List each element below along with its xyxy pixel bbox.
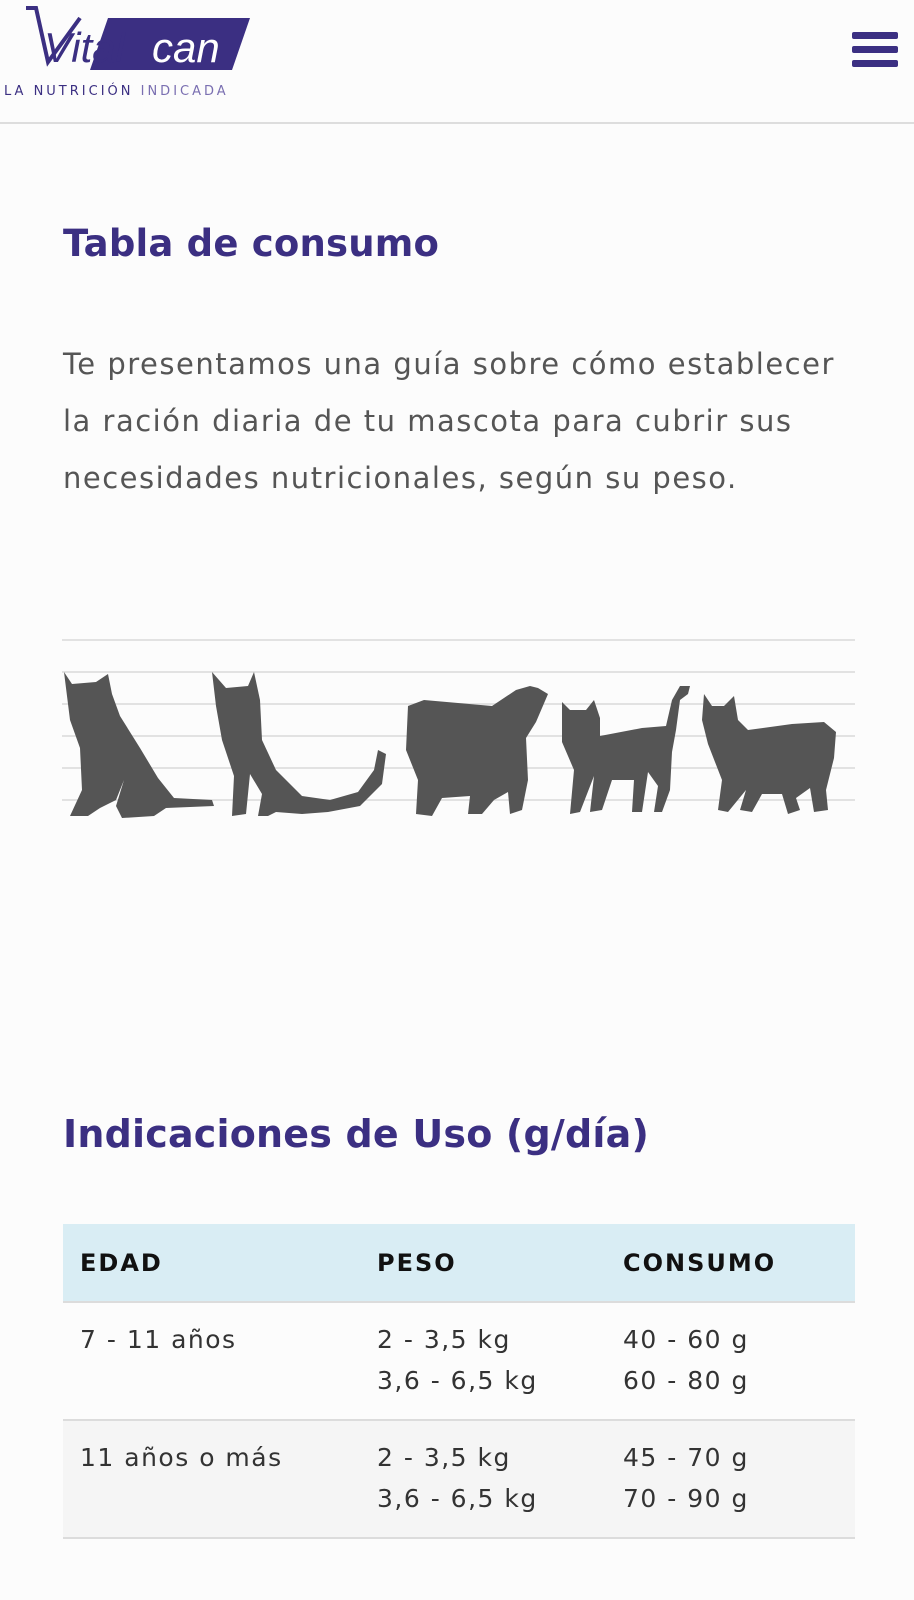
cell-edad: 11 años o más bbox=[63, 1420, 360, 1538]
logo-tagline bbox=[4, 84, 229, 99]
tagline-part-2: INDICADA bbox=[140, 84, 229, 99]
consumo-value: 45 - 70 g bbox=[623, 1443, 749, 1472]
site-header bbox=[0, 0, 914, 124]
svg-text:can: can bbox=[152, 24, 220, 71]
usage-title: Indicaciones de Uso (g/día) bbox=[63, 1112, 650, 1156]
peso-value: 3,6 - 6,5 kg bbox=[377, 1484, 538, 1513]
cell-consumo bbox=[606, 1420, 855, 1538]
consumption-intro: Te presentamos una guía sobre cómo establecer la ración diaria de tu mascota para cubrir sus necesidades nutricionales, según su peso. bbox=[63, 347, 835, 495]
table-header-row bbox=[63, 1224, 855, 1302]
peso-value: 3,6 - 6,5 kg bbox=[377, 1366, 538, 1395]
peso-value: 2 - 3,5 kg bbox=[377, 1443, 511, 1472]
consumo-value: 70 - 90 g bbox=[623, 1484, 749, 1513]
cell-peso bbox=[360, 1420, 606, 1538]
column-header-edad: EDAD bbox=[63, 1224, 360, 1302]
consumo-value: 40 - 60 g bbox=[623, 1325, 749, 1354]
tagline-part-1: LA NUTRICIÓN bbox=[4, 84, 134, 99]
cell-consumo bbox=[606, 1302, 855, 1420]
cell-peso bbox=[360, 1302, 606, 1420]
cell-edad: 7 - 11 años bbox=[63, 1302, 360, 1420]
column-header-peso: PESO bbox=[360, 1224, 606, 1302]
peso-value: 2 - 3,5 kg bbox=[377, 1325, 511, 1354]
table-row bbox=[63, 1302, 855, 1420]
svg-text:Vital: Vital bbox=[44, 24, 125, 71]
usage-table bbox=[63, 1224, 855, 1539]
consumo-value: 60 - 80 g bbox=[623, 1366, 749, 1395]
column-header-consumo: CONSUMO bbox=[606, 1224, 855, 1302]
cat-silhouettes-image bbox=[62, 630, 855, 830]
consumption-title: Tabla de consumo bbox=[63, 222, 440, 265]
table-row bbox=[63, 1420, 855, 1538]
hamburger-menu-icon[interactable] bbox=[852, 32, 898, 74]
